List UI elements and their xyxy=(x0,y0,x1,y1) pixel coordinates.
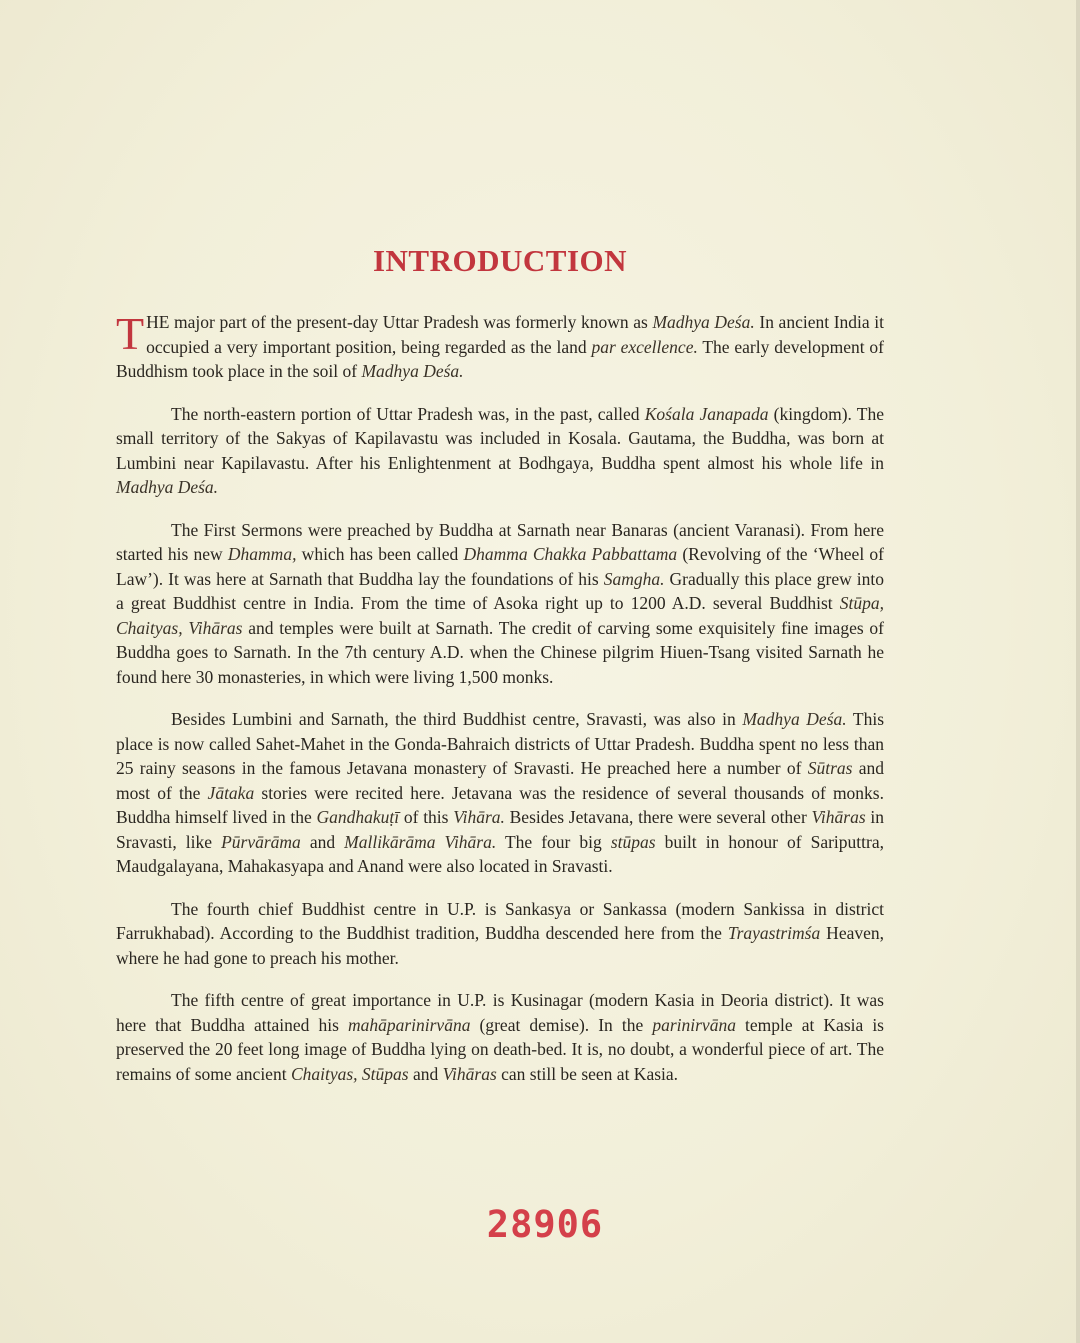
paragraph-5 xyxy=(116,897,884,971)
text-run: can still be seen at Kasia. xyxy=(496,1063,679,1084)
text-run: In ancient India it occupied a very important position, being regarded as the land xyxy=(146,312,884,357)
italic-term: Chaityas, Stūpas xyxy=(290,1063,409,1084)
italic-term: Vihāras xyxy=(442,1063,497,1084)
italic-term: mahāparinirvāna xyxy=(347,1014,471,1035)
text-run: Besides Lumbini and Sarnath, the third Buddhist centre, Sravasti, was also in xyxy=(171,709,743,729)
text-run: (great demise). In the xyxy=(470,1014,653,1035)
text-run: The early development of Buddhism took place in the soil of xyxy=(116,336,885,381)
paragraph-2 xyxy=(116,402,884,500)
page-title: INTRODUCTION xyxy=(372,242,628,278)
text-run: which has been called xyxy=(296,544,464,564)
paragraph-1 xyxy=(116,310,884,384)
italic-term: Vihāra. xyxy=(453,807,505,827)
paragraph-6 xyxy=(116,988,884,1086)
italic-term: Samgha. xyxy=(603,568,665,589)
italic-term: Vihāras xyxy=(811,807,866,827)
text-run: and most of the xyxy=(116,758,884,803)
italic-term: Dhamma Chakka Pabbattama xyxy=(463,544,678,564)
text-run: This place is now called Sahet-Mahet in the Gonda-Bahraich districts of Uttar Pradesh. Buddha spent no less than 25 rainy seasons in the famous Jetavana monastery of Sravasti. He preached here a number of xyxy=(116,709,885,778)
italic-term: Madhya Deśa. xyxy=(361,361,464,381)
text-run: The fourth chief Buddhist centre in U.P. is Sankasya or Sankassa (modern Sankissa in district Farrukhabad). According to the Buddhist tradition, Buddha descended here from the xyxy=(116,898,884,943)
italic-term: Madhya Deśa. xyxy=(652,312,755,332)
italic-term: parinirvāna xyxy=(652,1014,736,1035)
text-run: (kingdom). The small territory of the Sakyas of Kapilavastu was included in Kosala. Gautama, the Buddha, was born at Lumbini near Kapilavastu. After his Enlightenment at Bodhgaya, Buddha spent almost his whole life in xyxy=(116,403,884,473)
text-run: The four big xyxy=(496,831,611,852)
drop-cap: T xyxy=(116,308,145,359)
paragraph-4 xyxy=(116,707,884,879)
italic-term: Sūtras xyxy=(807,758,853,778)
text-run: Gradually this place grew into a great Buddhist centre in India. From the time of Asoka right up to 1200 A.D. several Buddhist xyxy=(116,568,884,613)
body-text xyxy=(116,310,884,1104)
italic-term: par excellence. xyxy=(591,336,698,357)
paragraph-3 xyxy=(116,518,884,690)
italic-term: Kośala Janapada xyxy=(644,403,769,424)
text-run: temple at Kasia is preserved the 20 feet long image of Buddha lying on death-bed. It is, no doubt, a wonderful piece of art. The remains of some ancient xyxy=(116,1014,884,1084)
italic-term: Madhya Deśa. xyxy=(116,477,219,497)
text-run: The First Sermons were preached by Buddha at Sarnath near Banaras (ancient Varanasi). From here started his new xyxy=(116,519,884,564)
text-run: The fifth centre of great importance in U.P. is Kusinagar (modern Kasia in Deoria district). It was here that Buddha attained his xyxy=(116,990,884,1035)
italic-term: Gandhakuṭī xyxy=(316,807,400,827)
text-run: in Sravasti, like xyxy=(116,807,884,852)
italic-term: stūpas xyxy=(610,831,656,852)
text-run: and xyxy=(300,831,345,852)
text-run: The north-eastern portion of Uttar Pradesh was, in the past, called xyxy=(171,403,645,424)
italic-term: Jātaka xyxy=(207,782,255,803)
text-run: and xyxy=(408,1063,443,1084)
text-run: Besides Jetavana, there were several other xyxy=(504,807,812,827)
text-run: and temples were built at Sarnath. The credit of carving some exquisitely fine images of Buddha goes to Sarnath. In the 7th century A.D. when the Chinese pilgrim Hiuen-Tsang visited Sarnath he found here 30 monasteries, in which were living 1,500 monks. xyxy=(116,617,884,687)
page-edge xyxy=(1076,0,1080,1343)
italic-term: Pūrvārāma xyxy=(221,831,301,852)
italic-term: Stūpa, Chaityas, Vihāras xyxy=(116,593,884,638)
text-run: built in honour of Sariputtra, Maudgalayana, Mahakasyapa and Anand were also located in Sravasti. xyxy=(116,831,884,876)
italic-term: Mallikārāma Vihāra. xyxy=(344,831,497,852)
text-run: of this xyxy=(399,807,454,827)
italic-term: Madhya Deśa. xyxy=(742,709,847,729)
text-run: Heaven, where he had gone to preach his mother. xyxy=(116,923,884,968)
accession-number-stamp: 28906 xyxy=(486,1203,604,1246)
text-run: (Revolving of the ‘Wheel of Law’). It was here at Sarnath that Buddha lay the foundations of his xyxy=(116,544,884,589)
italic-term: Dhamma, xyxy=(227,544,297,564)
text-run: HE major part of the present-day Uttar Pradesh was formerly known as xyxy=(146,312,653,332)
italic-term: Trayastrimśa xyxy=(727,923,821,943)
text-run: stories were recited here. Jetavana was the residence of several thousands of monks. Buddha himself lived in the xyxy=(116,782,884,827)
